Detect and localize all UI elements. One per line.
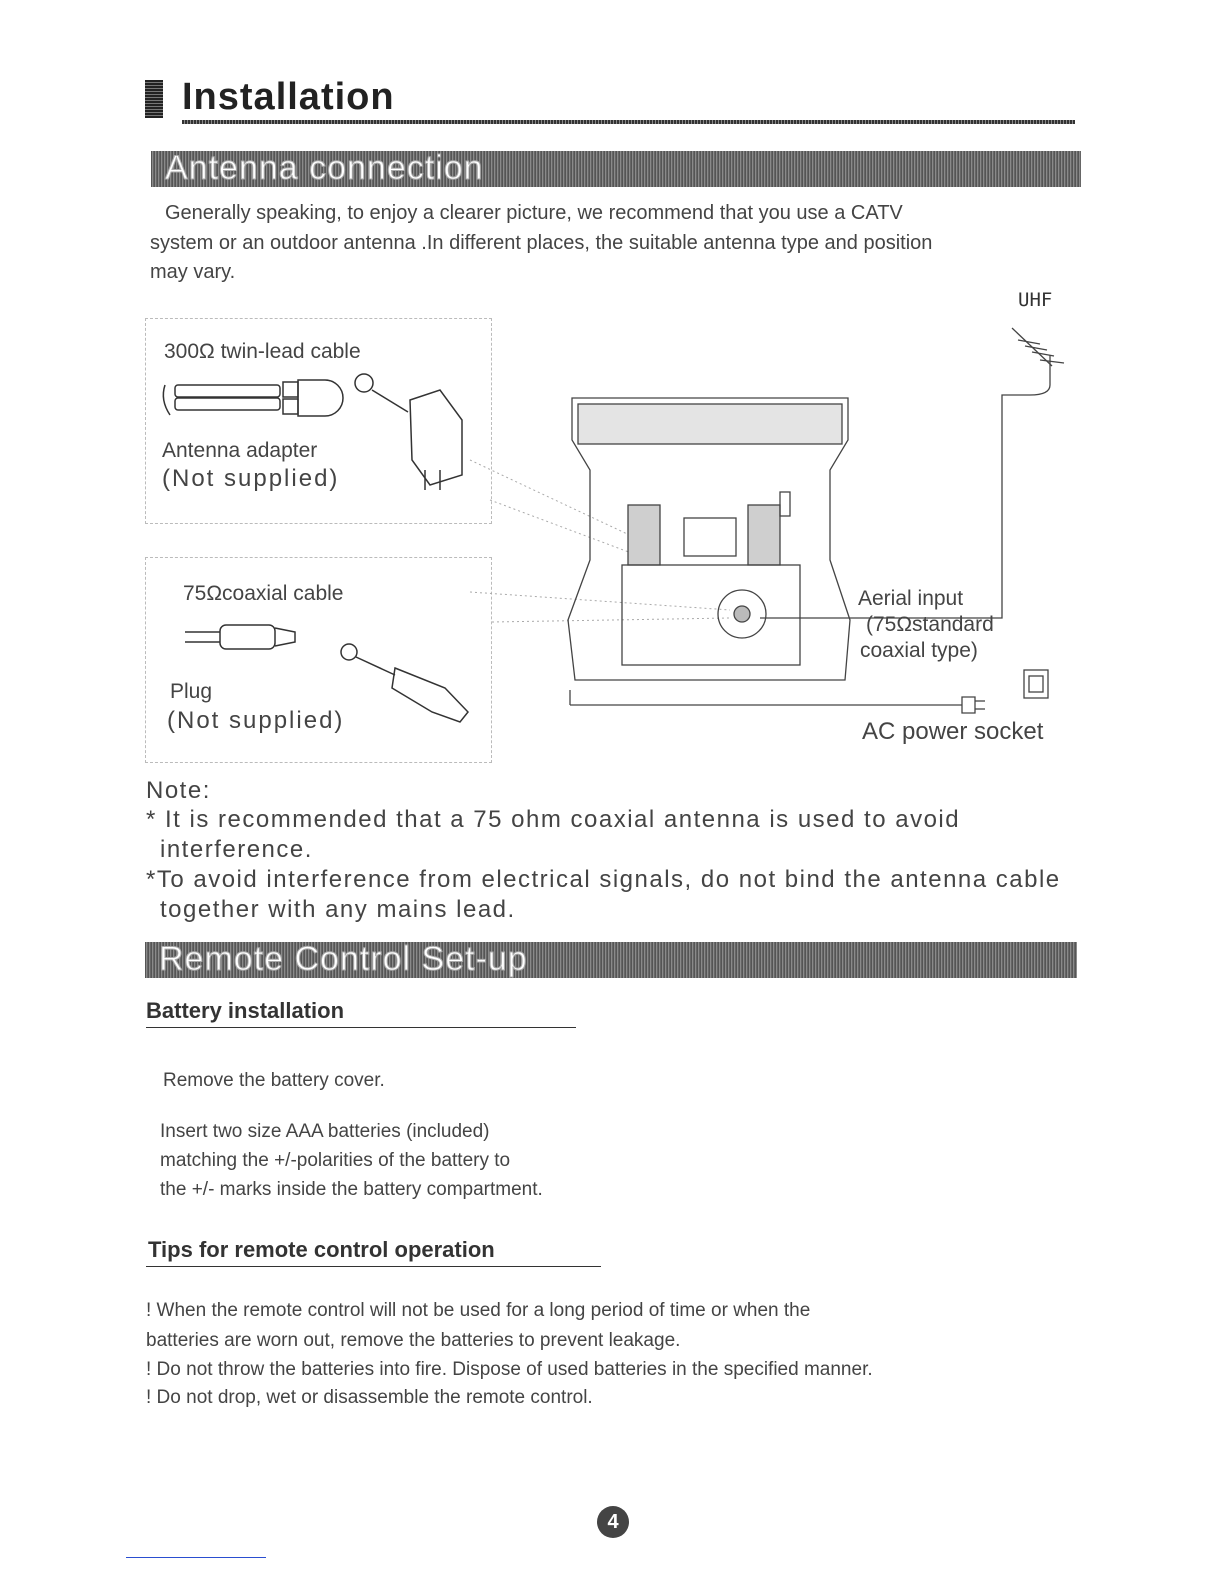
tips-heading-rule bbox=[146, 1266, 601, 1267]
coax-label: 75Ωcoaxial cable bbox=[183, 582, 344, 605]
antenna-section-heading: Antenna connection bbox=[165, 149, 484, 187]
aerial-input-label: Aerial input bbox=[858, 587, 964, 610]
ac-power-label: AC power socket bbox=[862, 718, 1044, 745]
antenna-adapter-illustration bbox=[355, 374, 462, 490]
note-line-2: interference. bbox=[160, 836, 313, 863]
page-number-badge: 4 bbox=[597, 1506, 629, 1538]
twin-lead-cable-illustration bbox=[163, 380, 343, 416]
plug-label: Plug bbox=[170, 680, 213, 703]
note-line-1: * It is recommended that a 75 ohm coaxial antenna is used to avoid bbox=[146, 806, 961, 833]
footer-rule bbox=[126, 1557, 266, 1558]
aerial-type-label: coaxial type) bbox=[860, 639, 978, 662]
battery-step-2-line-2: matching the +/-polarities of the battery to bbox=[160, 1150, 511, 1171]
plug-illustration bbox=[341, 644, 468, 722]
power-cord-illustration bbox=[570, 690, 985, 713]
note-line-3: *To avoid interference from electrical signals, do not bind the antenna cable bbox=[146, 866, 1061, 893]
remote-section-heading: Remote Control Set-up bbox=[159, 940, 528, 978]
uhf-label: UHF bbox=[1018, 289, 1053, 311]
tip-1-line-2: batteries are worn out, remove the batteries to prevent leakage. bbox=[146, 1330, 681, 1351]
battery-step-2-line-1: Insert two size AAA batteries (included) bbox=[160, 1121, 490, 1142]
tv-back-illustration bbox=[568, 398, 850, 680]
note-heading: Note: bbox=[146, 777, 211, 804]
battery-step-2-line-3: the +/- marks inside the battery compartment. bbox=[160, 1179, 543, 1200]
tips-heading: Tips for remote control operation bbox=[148, 1237, 495, 1262]
battery-heading: Battery installation bbox=[146, 998, 345, 1023]
twin-lead-label: 300Ω twin-lead cable bbox=[164, 340, 361, 363]
note-line-4: together with any mains lead. bbox=[160, 896, 516, 923]
remote-section-band bbox=[145, 942, 1077, 978]
coax-cable-illustration bbox=[185, 625, 295, 649]
tip-3: ! Do not drop, wet or disassemble the remote control. bbox=[146, 1387, 593, 1408]
adapter-label: Antenna adapter bbox=[162, 439, 318, 462]
uhf-antenna-illustration bbox=[760, 328, 1064, 618]
plug-note: (Not supplied) bbox=[167, 707, 345, 734]
aerial-standard-label: (75Ωstandard bbox=[866, 613, 994, 636]
tip-1-line-1: ! When the remote control will not be used for a long period of time or when the bbox=[146, 1300, 811, 1321]
page-title: Installation bbox=[182, 76, 395, 118]
tip-2: ! Do not throw the batteries into fire. Dispose of used batteries in the specified manner. bbox=[146, 1359, 873, 1380]
intro-line-2: system or an outdoor antenna .In different places, the suitable antenna type and position bbox=[150, 232, 933, 254]
battery-step-1: Remove the battery cover. bbox=[163, 1070, 385, 1091]
intro-line-3: may vary. bbox=[150, 261, 236, 283]
battery-heading-rule bbox=[146, 1027, 576, 1028]
adapter-note: (Not supplied) bbox=[162, 465, 340, 492]
intro-line-1: Generally speaking, to enjoy a clearer picture, we recommend that you use a CATV bbox=[165, 202, 903, 224]
ac-outlet-icon bbox=[1024, 670, 1048, 698]
